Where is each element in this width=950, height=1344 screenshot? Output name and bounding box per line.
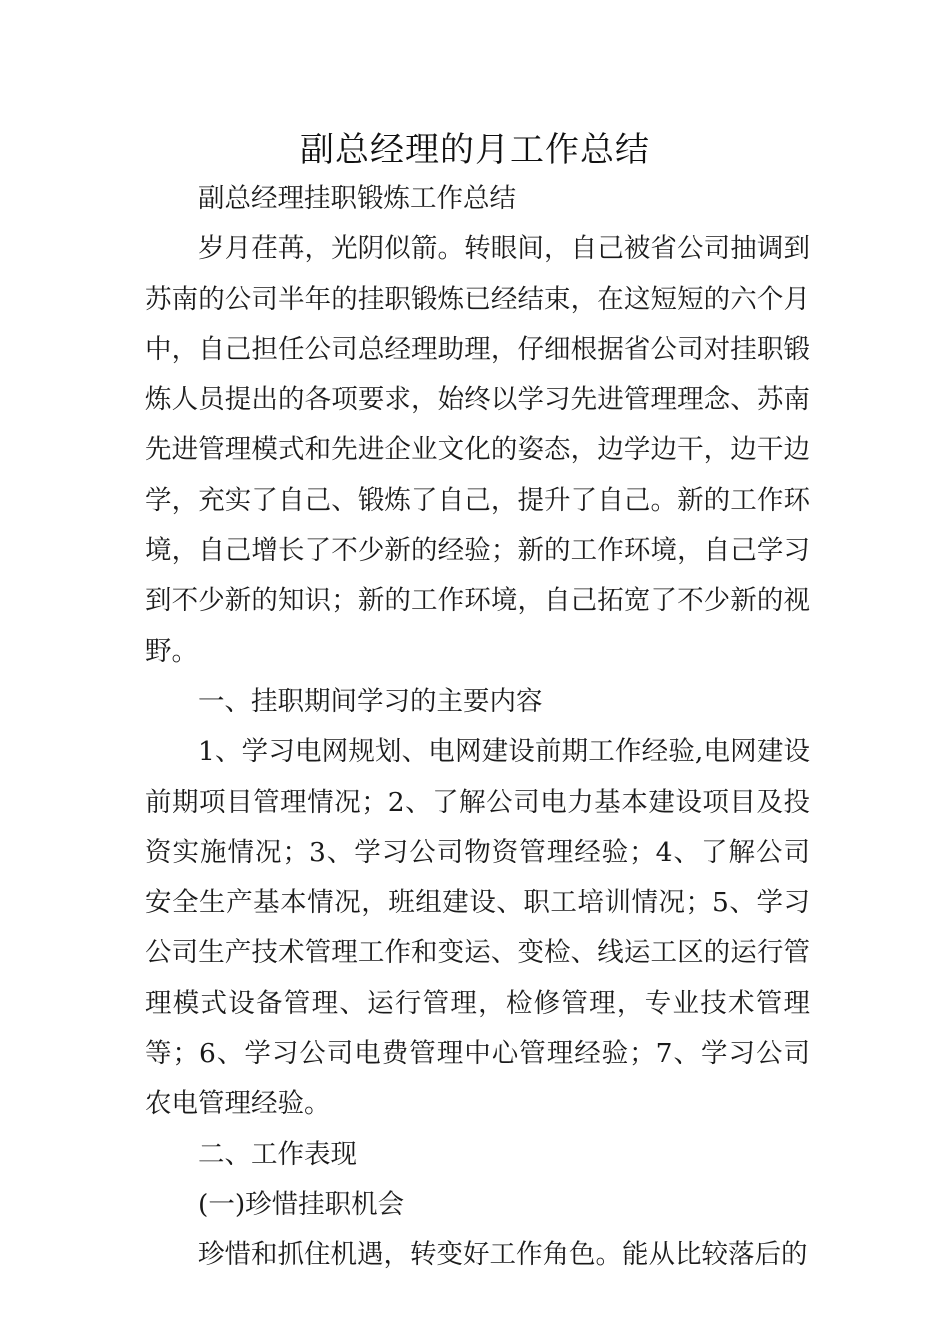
paragraph-subtitle: 副总经理挂职锻炼工作总结 (198, 183, 516, 214)
document-title: 副总经理的月工作总结 (300, 130, 650, 170)
heading-section-1: 一、挂职期间学习的主要内容 (198, 685, 543, 717)
paragraph-learning-items: 1、学习电网规划、电网建设前期工作经验,电网建设前期项目管理情况；2、了解公司电力基本建设项目及投资实施情况；3、学习公司物资管理经验；4、了解公司安全生产基本情况，班组建设、职工培训情况；5、学习公司生产技术管理工作和变运、变检、线运工区的运行管理模式设备管理、运行管理，检修管理，专业技术管理等；6、学习公司电费管理中心管理经验；7、学习公司农电管理经验。 (145, 736, 810, 1120)
heading-section-2: 二、工作表现 (198, 1138, 357, 1170)
paragraph-intro: 岁月荏苒，光阴似箭。转眼间，自己被省公司抽调到苏南的公司半年的挂职锻炼已经结束，在这短短的六个月中，自己担任公司总经理助理，仔细根据省公司对挂职锻炼人员提出的各项要求，始终以学习先进管理理念、苏南先进管理模式和先进企业文化的姿态，边学边干，边干边学，充实了自己、锻炼了自己，提升了自己。新的工作环境，自己增长了不少新的经验；新的工作环境，自己学习到不少新的知识；新的工作环境，自己拓宽了不少新的视野。 (145, 233, 810, 667)
document-body (145, 174, 810, 1281)
paragraph-cherish: 珍惜和抓住机遇，转变好工作角色。能从比较落后的 (198, 1239, 808, 1271)
heading-subsection-1: (一)珍惜挂职机会 (198, 1188, 405, 1220)
